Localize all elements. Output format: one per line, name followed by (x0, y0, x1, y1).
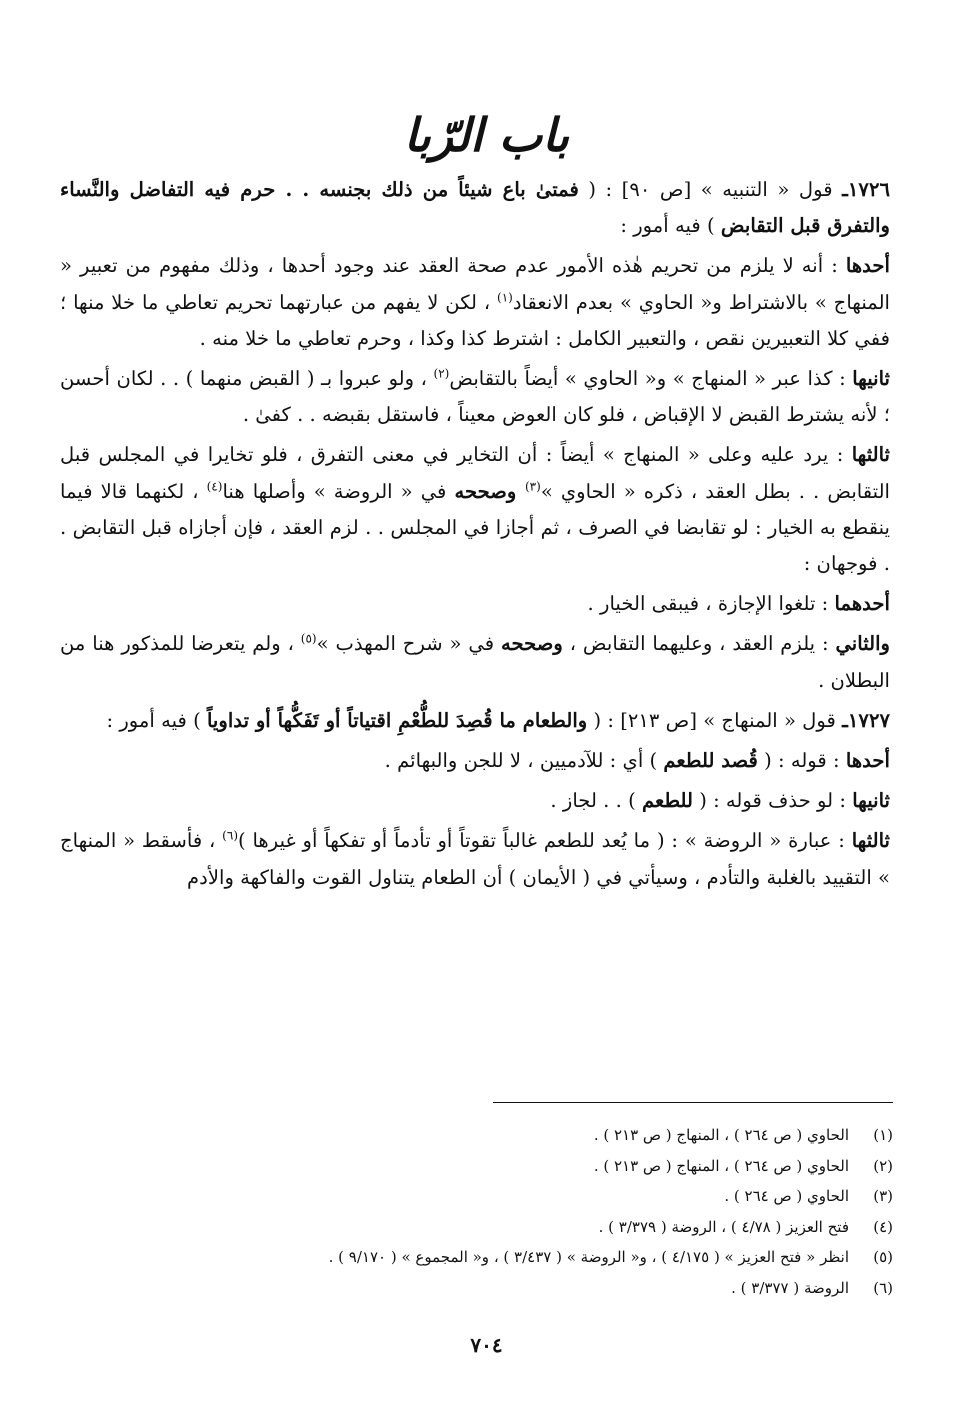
footnote (73, 1151, 893, 1182)
text-run: ، لكنهما قالا فيما ينقطع به الخيار : لو تقابضا في الصرف ، ثم أجازا في المجلس . . لزم العقد ، فإن أجازاه قبل التقابض . . فوجهان : (60, 479, 890, 576)
text-run: : قوله : ( (757, 749, 846, 773)
quoted-text: والطعام ما قُصِدَ للطُّعْمِ اقتياتاً أو تَفَكُّهاً أو تداوياً (206, 708, 588, 732)
text-run: ) أي : للآدميين ، لا للجن والبهائم . (384, 749, 664, 773)
page-number: ٧٠٤ (470, 1333, 503, 1357)
emphasis-text: قُصد للطعم (663, 749, 758, 773)
point-heading: أحدهما (834, 592, 890, 616)
text-run: : عبارة « الروضة » : ( ما يُعد للطعم غالباً تقوتاً أو تأدماً أو تفكهاً أو غيرها ) (238, 829, 852, 853)
paragraph-1726 (60, 172, 890, 244)
text-run: : يلزم العقد ، وعليهما التقابض ، (562, 632, 836, 656)
footnote (73, 1120, 893, 1151)
footnote (73, 1273, 893, 1304)
point-heading: ثالثها (851, 443, 890, 467)
point-heading: أحدها (845, 254, 890, 278)
point-heading: ثانيها (852, 367, 890, 391)
text-run: ) فيه أمور : (620, 214, 721, 238)
text-run: ، ولو عبروا بـ ( القبض منهما ) . . لكان أحسن ؛ لأنه يشترط القبض لا الإقباض ، فلو كان العوض معيناً ، فاستقل بقبضه . . كفىٰ . (60, 367, 890, 427)
paragraph-option-two (60, 626, 890, 698)
emphasis-text: للطعم (641, 789, 693, 813)
text-run: : كذا عبر « المنهاج » و« الحاوي » أيضاً بالتقابض (449, 367, 853, 391)
footnote-number: (١) (873, 1126, 893, 1144)
footnote-number: (٥) (873, 1248, 893, 1267)
footnote-number: (٤) (873, 1217, 893, 1236)
footnote-text: انظر « فتح العزيز » ( ٤/١٧٥ ) ، و« الروضة » ( ٣/٤٣٧ ) ، و« المجموع » ( ٩/١٧٠ ) . (328, 1248, 849, 1267)
quoted-text: فمتىٰ باع شيئاً من ذلك بجنسه . . حرم فيه التفاضل والنَّساء والتفرق قبل التقابض (60, 178, 890, 238)
footnote-number: (٦) (873, 1278, 893, 1297)
footnote-separator (493, 1102, 893, 1103)
footnote-number: (٢) (873, 1156, 893, 1175)
footnote (73, 1212, 893, 1243)
main-text (60, 172, 890, 900)
paragraph-first-point-2 (60, 743, 890, 779)
text-run: : لو حذف قوله : ( (692, 789, 853, 813)
paragraph-second-point (60, 361, 890, 433)
footnote (73, 1242, 893, 1273)
footnote-ref: (٥) (300, 631, 317, 646)
footnotes (73, 1120, 893, 1304)
point-heading: والثاني (835, 632, 890, 656)
text-run: : تلغوا الإجازة ، فيبقى الخيار . (587, 592, 835, 616)
text-run: قول « التنبيه » [ص ٩٠] : ( (578, 178, 843, 201)
chapter-title: باب الرّبا (403, 108, 570, 162)
paragraph-third-point (60, 437, 890, 582)
text-run: قول « المنهاج » [ص ٢١٣] : ( (587, 708, 843, 732)
paragraph-option-one (60, 586, 890, 622)
text-run: ) . . لجاز . (550, 789, 642, 813)
footnote-number: (٣) (873, 1187, 893, 1206)
emphasis-text: وصححه (454, 479, 525, 503)
point-heading: ثانيها (852, 789, 890, 813)
footnote-ref: (٢) (433, 366, 450, 381)
point-heading: ثالثها (851, 829, 890, 853)
text-run: في « الروضة » وأصلها هنا (222, 479, 455, 503)
footnote-text: فتح العزيز ( ٤/٧٨ ) ، الروضة ( ٣/٣٧٩ ) . (598, 1217, 849, 1236)
paragraph-first-point (60, 248, 890, 357)
entry-number: ١٧٢٦ـ (842, 178, 890, 201)
point-heading: أحدها (845, 749, 890, 773)
text-run: في « شرح المهذب » (316, 632, 501, 656)
footnote (73, 1181, 893, 1212)
footnote-text: الحاوي ( ص ٢٦٤ ) ، المنهاج ( ص ٢١٣ ) . (593, 1156, 849, 1175)
footnote-text: الروضة ( ٣/٣٧٧ ) . (731, 1278, 849, 1297)
text-run: ) فيه أمور : (106, 708, 207, 732)
footnote-ref: (١) (497, 290, 513, 305)
footnote-text: الحاوي ( ص ٢٦٤ ) . (724, 1187, 849, 1206)
footnote-ref: (٤) (206, 479, 223, 494)
paragraph-second-point-2 (60, 783, 890, 819)
entry-number: ١٧٢٧ـ (842, 708, 890, 732)
text-run: : أنه لا يلزم من تحريم هٰذه الأمور عدم صحة العقد عند وجود أحدها ، وذلك مفهوم من تعبير « المنهاج » بالاشتراط و« الحاوي » بعدم الانعقاد (60, 254, 890, 314)
footnote-ref: (٣) (524, 479, 541, 494)
text-run: ، لكن لا يفهم من عبارتهما تحريم تعاطي ما خلا منها ؛ ففي كلا التعبيرين نقص ، والتعبير الكامل : اشترط كذا وكذا ، وحرم تعاطي ما خلا منه . (60, 290, 890, 350)
footnote-text: الحاوي ( ص ٢٦٤ ) ، المنهاج ( ص ٢١٣ ) . (593, 1126, 849, 1144)
paragraph-1727 (60, 703, 890, 739)
text-run: ، ولم يتعرضا للمذكور هنا من البطلان . (60, 632, 890, 692)
paragraph-third-point-2 (60, 823, 890, 895)
text-run: ، فأسقط « المنهاج » التقييد بالغلبة والتأدم ، وسيأتي في ( الأيمان ) أن الطعام يتناول القوت والفاكهة والأدم (60, 829, 890, 889)
footnote-ref: (٦) (222, 828, 238, 843)
emphasis-text: وصححه (500, 632, 563, 656)
text-run: : يرد عليه وعلى « المنهاج » أيضاً : أن التخاير في معنى التفرق ، فلو تخايرا في المجلس قبل التقابض . . بطل العقد ، ذكره « الحاوي » (60, 443, 890, 503)
